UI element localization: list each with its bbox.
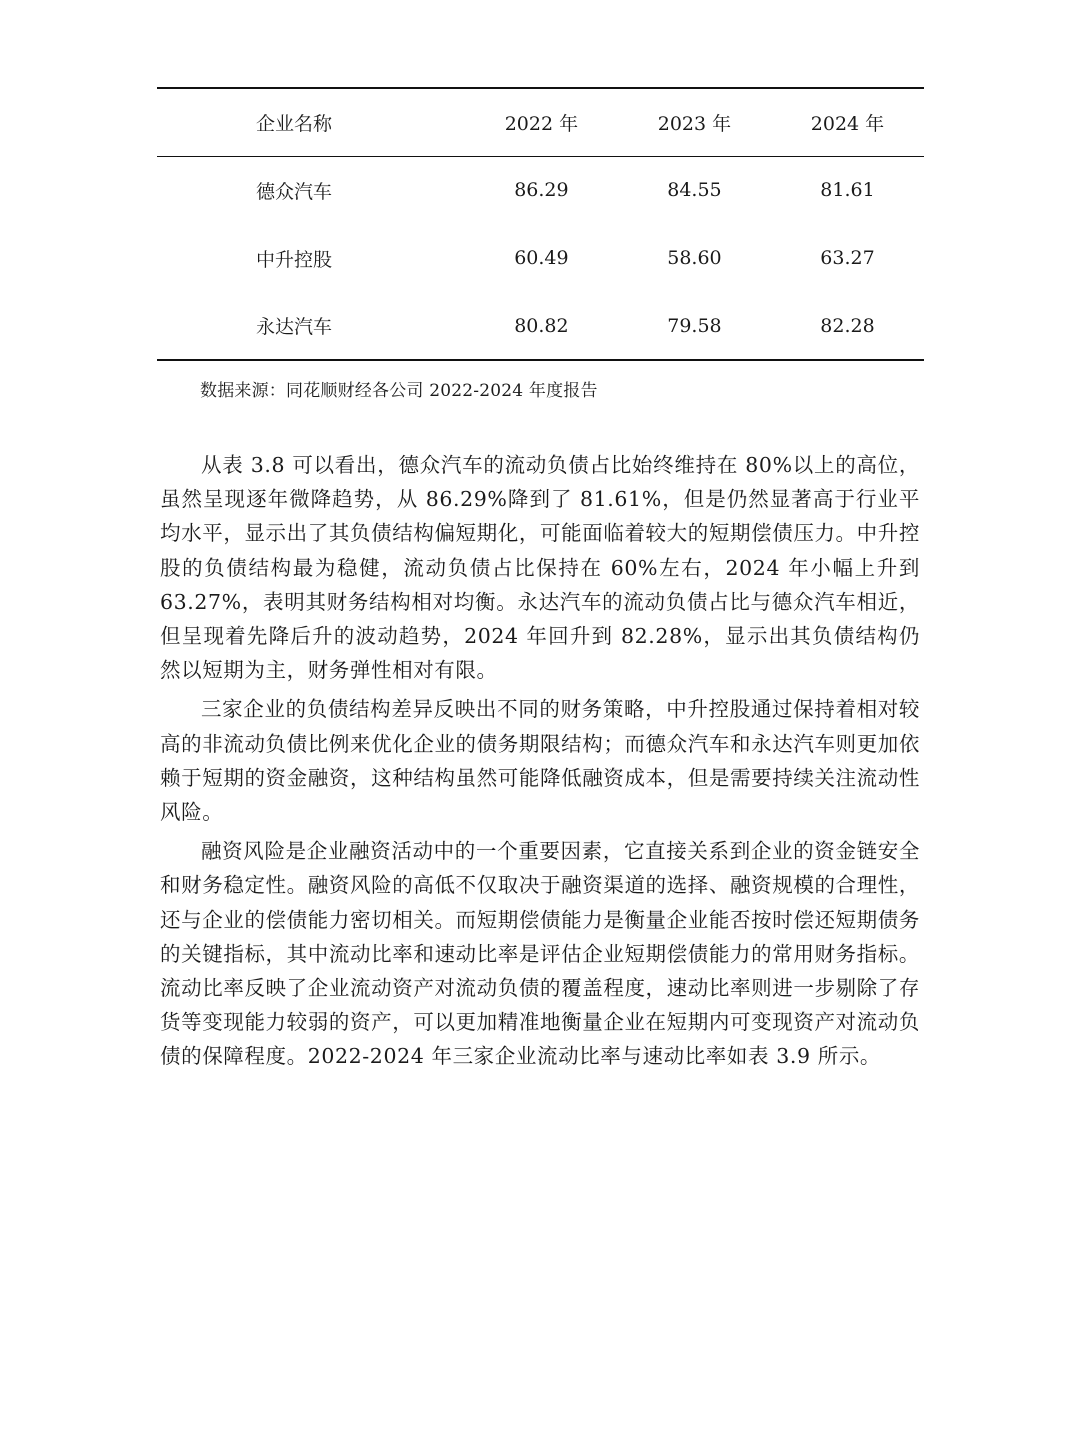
header-2023: 2023 年: [657, 112, 732, 135]
paragraph: 从表 3.8 可以看出，德众汽车的流动负债占比始终维持在 80%以上的高位，虽然呈现逐年微降趋势，从 86.29%降到了 81.61%，但是仍然显著高于行业平均水平，显示出了其负债结构偏短期化，可能面临着较大的短期偿债压力。中升控股的负债结构最为稳健，流动负债占比保持在 60%左右，2024 年小幅上升到 63.27%，表明其财务结构相对均衡。永达汽车的流动负债占比与德众汽车相近，但呈现着先降后升的波动趋势，2024 年回升到 82.28%，显示出其负债结构仍然以短期为主，财务弹性相对有限。: [160, 453, 920, 683]
cell-company-name: 德众汽车: [256, 180, 333, 203]
header-company-name: 企业名称: [256, 112, 333, 135]
current-liability-ratio-table: [157, 87, 924, 361]
liability-table-container: [157, 87, 924, 361]
header-2024: 2024 年: [810, 112, 885, 135]
cell-2023: 84.55: [667, 179, 722, 202]
table-row: [157, 224, 924, 292]
cell-company-name: 永达汽车: [256, 316, 333, 338]
cell-2024: 63.27: [820, 247, 875, 269]
cell-2023: 58.60: [667, 247, 722, 269]
cell-2023: 79.58: [667, 314, 722, 337]
cell-company-name: 中升控股: [256, 248, 333, 271]
table-header-row: [157, 88, 924, 156]
table-row: [157, 292, 924, 360]
data-source-note: 数据来源：同花顺财经各公司 2022-2024 年度报告: [200, 381, 598, 401]
cell-2022: 86.29: [514, 179, 569, 202]
cell-2022: 60.49: [514, 247, 569, 269]
cell-2022: 80.82: [514, 314, 569, 337]
paragraph: 融资风险是企业融资活动中的一个重要因素，它直接关系到企业的资金链安全和财务稳定性。融资风险的高低不仅取决于融资渠道的选择、融资规模的合理性，还与企业的偿债能力密切相关。而短期偿债能力是衡量企业能否按时偿还短期债务的关键指标，其中流动比率和速动比率是评估企业短期偿债能力的常用财务指标。流动比率反映了企业流动资产对流动负债的覆盖程度，速动比率则进一步剔除了存货等变现能力较弱的资产，可以更加精准地衡量企业在短期内可变现资产对流动负债的保障程度。2022-2024 年三家企业流动比率与速动比率如表 3.9 所示。: [160, 839, 920, 1069]
header-2022: 2022 年: [504, 112, 579, 135]
paragraph: 三家企业的负债结构差异反映出不同的财务策略，中升控股通过保持着相对较高的非流动负债比例来优化企业的债务期限结构；而德众汽车和永达汽车则更加依赖于短期的资金融资，这种结构虽然可能降低融资成本，但是需要持续关注流动性风险。: [160, 697, 920, 825]
cell-2024: 82.28: [820, 314, 875, 337]
body-text: [160, 448, 920, 1079]
cell-2024: 81.61: [820, 179, 875, 202]
table-row: [157, 156, 924, 224]
